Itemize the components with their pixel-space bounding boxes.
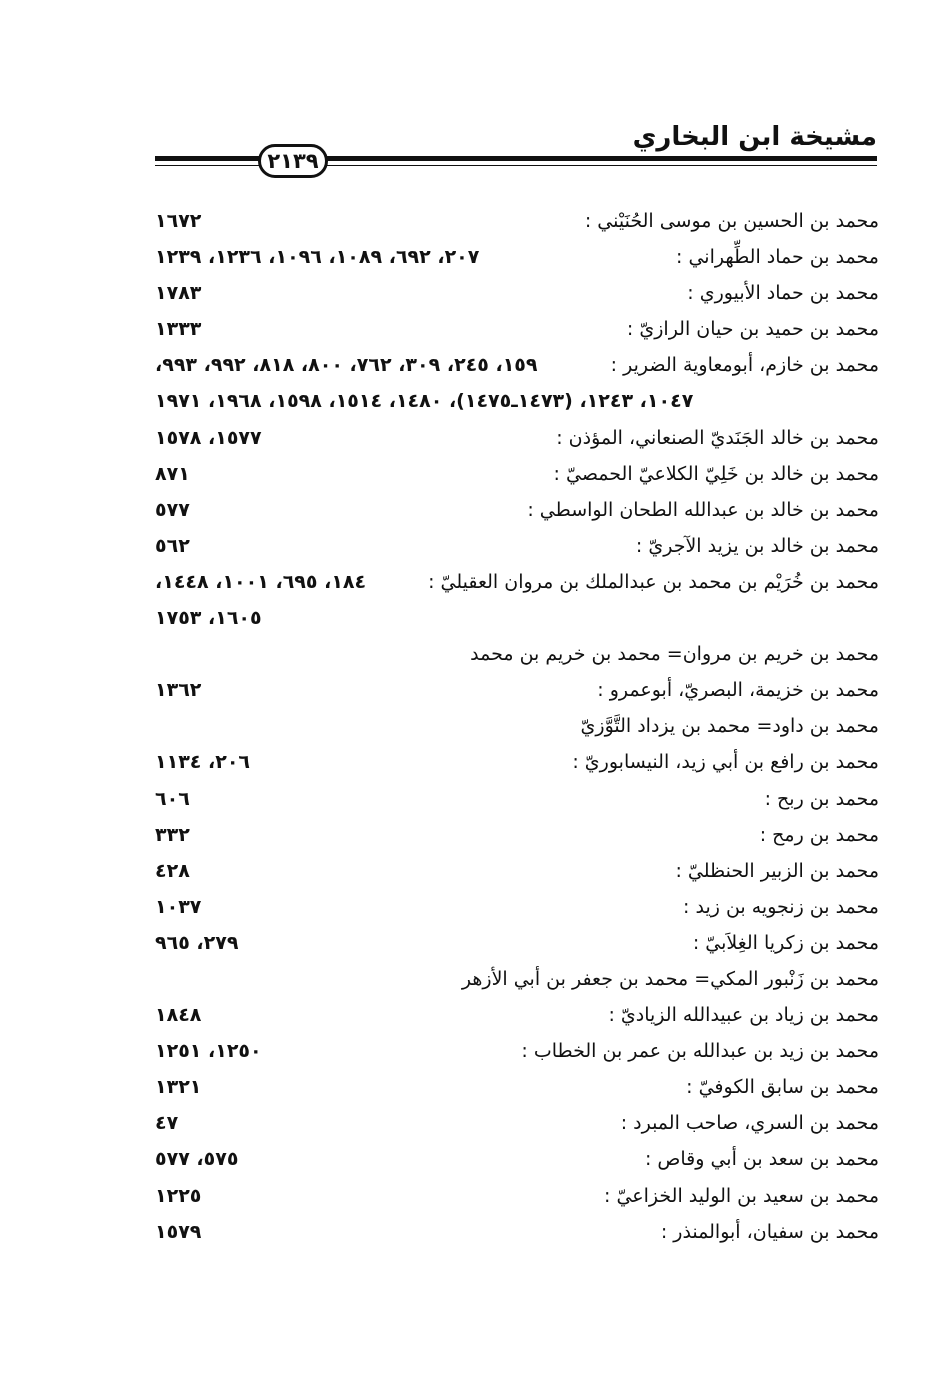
- entry-name: محمد بن خالد بن عبدالله الطحان الواسطي :: [527, 498, 879, 521]
- entry-pages: ٨٧١: [155, 462, 190, 485]
- header-rule-left: [155, 156, 265, 161]
- entry-pages: ٢٧٩، ٩٦٥: [155, 931, 239, 954]
- index-entry: [155, 860, 879, 896]
- entry-pages: ١٦٧٢: [155, 210, 202, 232]
- index-entry: [155, 282, 879, 318]
- entry-name: محمد بن رمح :: [759, 823, 879, 846]
- entry-name: محمد بن سعيد بن الوليد الخزاعيّ :: [604, 1184, 879, 1207]
- entry-name: محمد بن زنجويه بن زيد :: [683, 895, 879, 918]
- index-entry: [155, 1076, 879, 1112]
- index-entry: [155, 1185, 879, 1221]
- entry-name: محمد بن سابق الكوفيّ :: [686, 1076, 879, 1099]
- index-entry: [155, 499, 879, 535]
- index-entry: [155, 1221, 879, 1257]
- entry-pages: ١٥٧٧، ١٥٧٨: [155, 426, 262, 449]
- entry-pages: ١٣٣٣: [155, 318, 202, 341]
- index-entry: [155, 968, 879, 1004]
- entry-pages: ١٢٥٠، ١٢٥١: [155, 1040, 262, 1063]
- index-entry: [155, 715, 879, 751]
- entry-name: محمد بن ربح :: [764, 787, 879, 810]
- entry-name: محمد بن سفيان، أبوالمنذر :: [660, 1220, 879, 1243]
- entry-pages: ١٢٢٥: [155, 1184, 202, 1207]
- index-entry: [155, 535, 879, 571]
- entry-name: محمد بن رافع بن أبي زيد، النيسابوريّ :: [572, 751, 879, 774]
- index-entry: [155, 1004, 879, 1040]
- index-entry: [155, 788, 879, 824]
- header-rule-left-thin: [155, 165, 265, 166]
- entry-pages: ١٥٧٩: [155, 1220, 202, 1243]
- entry-pages: ١٣٢١: [155, 1076, 202, 1099]
- entry-name: محمد بن حميد بن حيان الرازيّ :: [626, 318, 879, 341]
- entry-name: محمد بن خالد بن خَلِيّ الكلاعيّ الحمصيّ :: [553, 462, 879, 485]
- entry-name: محمد بن حماد الطِّهراني :: [676, 246, 879, 269]
- entry-name: محمد بن خازم، أبومعاوية الضرير :: [610, 354, 879, 377]
- entry-name: محمد بن الزبير الحنظليّ :: [675, 859, 879, 882]
- index-entry: [155, 390, 879, 426]
- page-number: ٢١٣٩: [258, 144, 328, 178]
- index-entry: [155, 246, 879, 282]
- index-entry: [155, 932, 879, 968]
- entry-name: محمد بن زيد بن عبدالله بن عمر بن الخطاب :: [521, 1040, 879, 1063]
- index-entry: [155, 643, 879, 679]
- entry-pages: ١٨٤، ٦٩٥، ١٠٠١، ١٤٤٨،: [155, 570, 367, 593]
- entry-name: محمد بن زَنْبور المكي= محمد بن جعفر بن أبي الأزهر: [461, 967, 879, 990]
- index-entry: [155, 571, 879, 607]
- index-entry: [155, 1040, 879, 1076]
- entry-pages: ٥٦٢: [155, 534, 190, 557]
- entry-name: محمد بن داود= محمد بن يزداد التَّوَّزيّ: [580, 715, 879, 738]
- entry-pages: ٢٠٧، ٦٩٢، ١٠٨٩، ١٠٩٦، ١٢٣٦، ١٢٣٩: [155, 246, 480, 269]
- index-entry: [155, 751, 879, 787]
- book-title: مشيخة ابن البخاري: [632, 122, 877, 152]
- index-entry: [155, 896, 879, 932]
- entry-name: محمد بن خالد الجَنَديّ الصنعاني، المؤذن :: [556, 426, 879, 449]
- entry-name: محمد بن السري، صاحب المبرد :: [620, 1112, 879, 1135]
- entry-pages: ٣٣٢: [155, 823, 190, 846]
- index-entry: [155, 679, 879, 715]
- index-entry: [155, 354, 879, 390]
- entry-name: محمد بن زياد بن عبيدالله الزياديّ :: [608, 1004, 879, 1027]
- entry-pages: ١٦٠٥، ١٧٥٣: [155, 607, 262, 630]
- header-rule-right-thin: [323, 165, 877, 166]
- index-entry: [155, 427, 879, 463]
- entry-pages: ١٧٨٣: [155, 282, 202, 305]
- entry-name: محمد بن زكريا الغِلاَبيّ :: [692, 931, 879, 954]
- page-header: [155, 118, 877, 188]
- index-entry: [155, 463, 879, 499]
- entry-pages: ٢٠٦، ١١٣٤: [155, 751, 251, 774]
- entry-pages: ١٨٤٨: [155, 1004, 202, 1027]
- index-entries: [155, 210, 879, 1257]
- entry-name: محمد بن خزيمة، البصريّ، أبوعمرو :: [597, 679, 879, 702]
- entry-pages: ٦٠٦: [155, 787, 190, 810]
- index-entry: [155, 1148, 879, 1184]
- index-entry: [155, 607, 879, 643]
- entry-name: محمد بن خُرَيْم بن محمد بن عبدالملك بن مروان العقيليّ :: [428, 570, 879, 593]
- entry-name: محمد بن الحسين بن موسى الحُنَيْني :: [584, 210, 879, 232]
- index-entry: [155, 824, 879, 860]
- index-entry: [155, 1112, 879, 1148]
- entry-pages: ٥٧٥، ٥٧٧: [155, 1148, 239, 1171]
- entry-name: محمد بن خالد بن يزيد الآجريّ :: [635, 534, 879, 557]
- entry-pages: ٤٧: [155, 1112, 179, 1135]
- index-entry: [155, 210, 879, 246]
- entry-name: محمد بن خريم بن مروان= محمد بن خريم بن محمد: [470, 643, 879, 666]
- entry-pages: ١٠٤٧، ١٢٤٣، (١٤٧٣ـ١٤٧٥)، ١٤٨٠، ١٥١٤، ١٥٩٨، ١٩٦٨، ١٩٧١: [155, 390, 694, 413]
- entry-name: محمد بن حماد الأبيوري :: [687, 282, 879, 305]
- entry-pages: ١٠٣٧: [155, 895, 202, 918]
- entry-pages: ١٣٦٢: [155, 679, 202, 702]
- index-entry: [155, 318, 879, 354]
- entry-pages: ٤٢٨: [155, 859, 190, 882]
- header-rule-right: [323, 156, 877, 161]
- entry-name: محمد بن سعد بن أبي وقاص :: [644, 1148, 879, 1171]
- entry-pages: ٥٧٧: [155, 498, 190, 521]
- entry-pages: ١٥٩، ٢٤٥، ٣٠٩، ٧٦٢، ٨٠٠، ٨١٨، ٩٩٢، ٩٩٣،: [155, 354, 538, 377]
